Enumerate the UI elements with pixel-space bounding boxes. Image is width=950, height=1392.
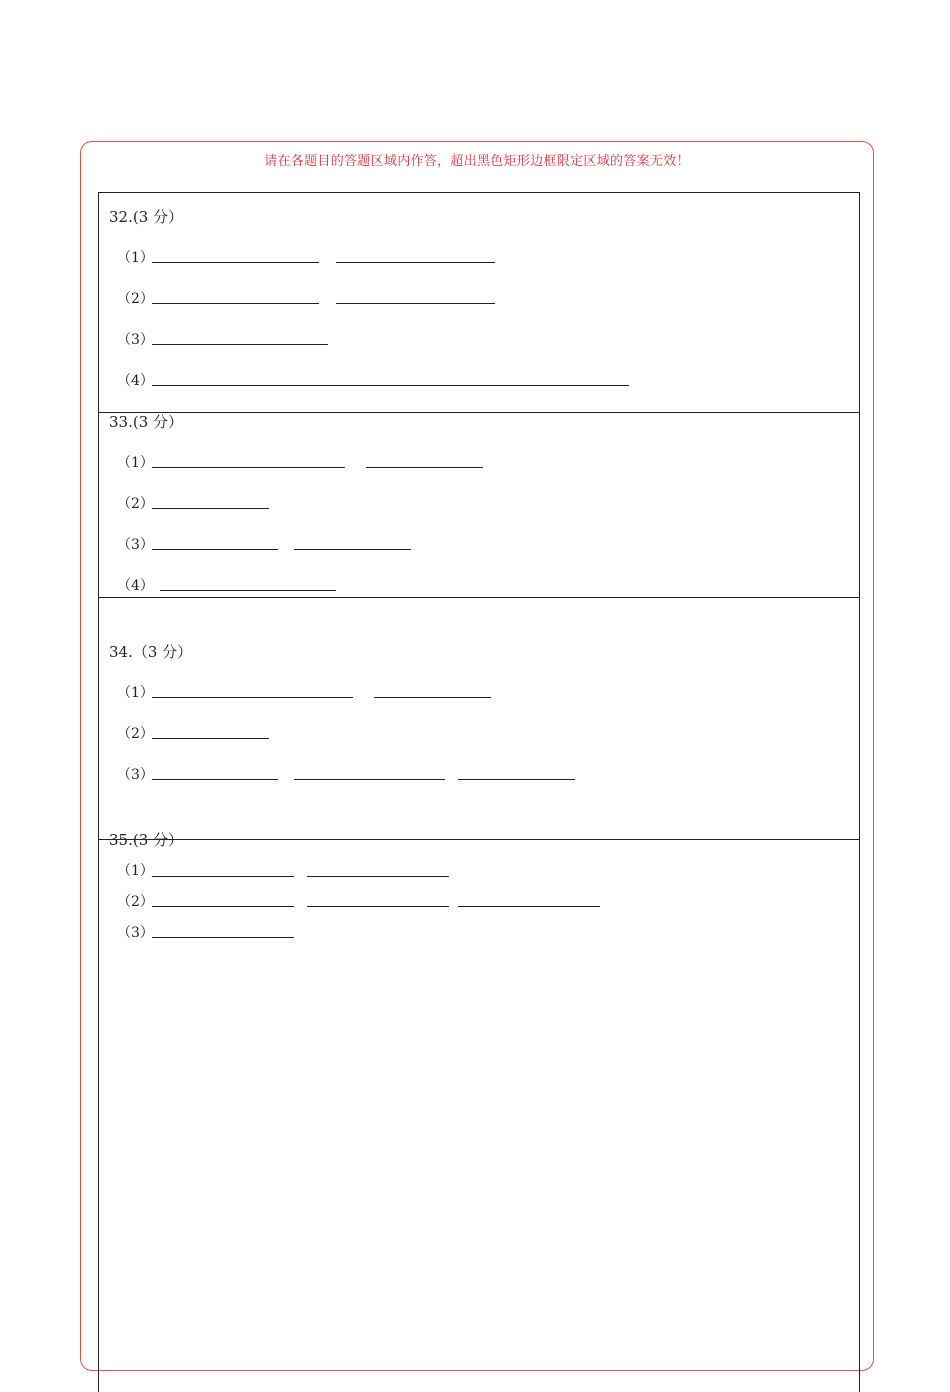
- answer-blank[interactable]: [307, 876, 449, 877]
- answer-box-frame: [98, 192, 860, 1392]
- answer-blank[interactable]: [160, 590, 336, 591]
- question-34-part-3-label: （3）: [117, 767, 154, 783]
- section-divider: [98, 839, 860, 840]
- question-33-part-3-label: （3）: [117, 537, 154, 553]
- question-32-part-1-label: （1）: [117, 250, 154, 266]
- question-34-part-2-label: （2）: [117, 726, 154, 742]
- question-35-part-1-label: （1）: [117, 863, 154, 879]
- answer-blank[interactable]: [152, 508, 269, 509]
- answer-blank[interactable]: [152, 344, 328, 345]
- question-32-part-4-label: （4）: [117, 373, 154, 389]
- question-33-part-4-label: （4）: [117, 578, 154, 594]
- answer-blank[interactable]: [152, 876, 294, 877]
- answer-blank[interactable]: [307, 906, 449, 907]
- answer-blank[interactable]: [152, 385, 629, 386]
- question-34-title: 34.（3 分）: [109, 643, 193, 661]
- question-35-part-2-label: （2）: [117, 894, 154, 910]
- answer-blank[interactable]: [152, 303, 319, 304]
- question-35-part-3-label: （3）: [117, 925, 154, 941]
- answer-blank[interactable]: [152, 262, 319, 263]
- question-34-part-1-label: （1）: [117, 685, 154, 701]
- question-33-part-1-label: （1）: [117, 455, 154, 471]
- answer-blank[interactable]: [458, 906, 600, 907]
- answer-blank[interactable]: [152, 697, 353, 698]
- answer-blank[interactable]: [152, 779, 278, 780]
- answer-area-notice: 请在各题目的答题区域内作答，超出黑色矩形边框限定区域的答案无效！: [264, 154, 690, 169]
- question-32-part-2-label: （2）: [117, 291, 154, 307]
- question-33-part-2-label: （2）: [117, 496, 154, 512]
- answer-blank[interactable]: [294, 549, 411, 550]
- answer-blank[interactable]: [366, 467, 483, 468]
- section-divider: [98, 597, 860, 598]
- answer-blank[interactable]: [152, 549, 278, 550]
- question-33-title: 33.(3 分）: [109, 413, 184, 431]
- question-32-part-3-label: （3）: [117, 332, 154, 348]
- question-35-title: 35.(3 分）: [109, 831, 184, 849]
- answer-blank[interactable]: [458, 779, 575, 780]
- answer-blank[interactable]: [294, 779, 445, 780]
- section-divider: [98, 412, 860, 413]
- answer-blank[interactable]: [152, 738, 269, 739]
- answer-blank[interactable]: [336, 303, 495, 304]
- answer-blank[interactable]: [152, 467, 345, 468]
- answer-blank[interactable]: [152, 937, 294, 938]
- answer-blank[interactable]: [152, 906, 294, 907]
- answer-blank[interactable]: [336, 262, 495, 263]
- question-32-title: 32.(3 分）: [109, 208, 184, 226]
- answer-blank[interactable]: [374, 697, 491, 698]
